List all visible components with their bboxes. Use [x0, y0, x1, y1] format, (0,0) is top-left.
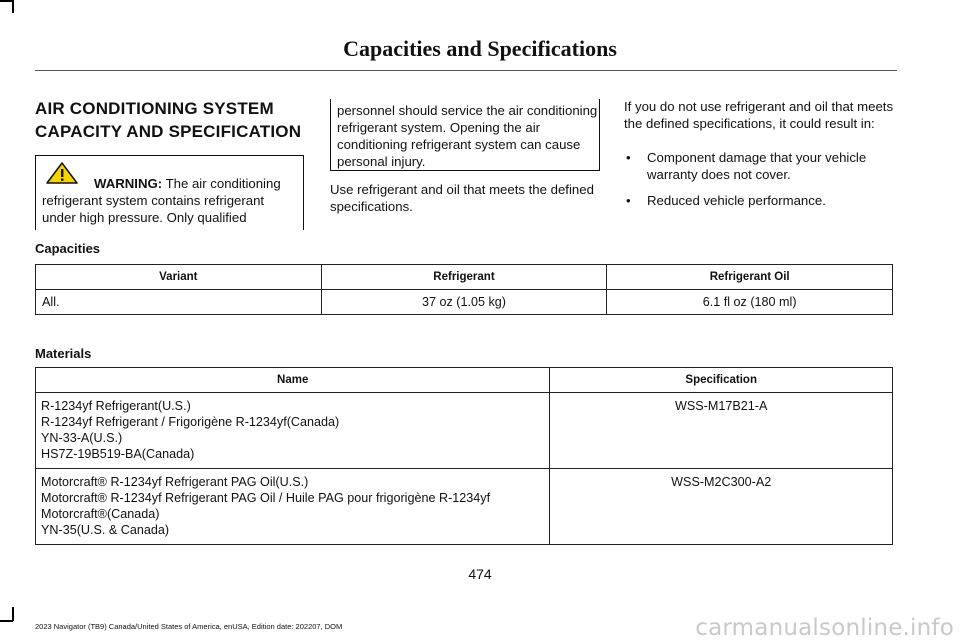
section-heading-line2: CAPACITY AND SPECIFICATION: [35, 122, 302, 141]
table-row: [36, 393, 893, 469]
table-cell: All.: [36, 290, 322, 315]
column-header: Specification: [550, 368, 893, 393]
table-cell: 37 oz (1.05 kg): [321, 290, 607, 315]
crop-mark-top-left-vertical: [12, 0, 14, 13]
column-header: Name: [36, 368, 550, 393]
table-cell: WSS-M2C300-A2: [550, 469, 893, 545]
bullet: •: [626, 150, 631, 165]
table-row: [36, 290, 893, 315]
table-cell: R-1234yf Refrigerant(U.S.) R-1234yf Refrigerant / Frigorigène R-1234yf(Canada) YN-33-A(U.S.) HS7Z-19B519-BA(Canada): [36, 393, 550, 469]
header-divider: [35, 70, 897, 71]
warning-label: WARNING:: [94, 176, 163, 191]
table-row: [36, 469, 893, 545]
column-header: Variant: [36, 265, 322, 290]
table-cell: 6.1 fl oz (180 ml): [607, 290, 893, 315]
column-header: Refrigerant: [321, 265, 607, 290]
list-item: • Reduced vehicle performance.: [626, 193, 826, 208]
table-header-row: [36, 368, 893, 393]
warning-box-continued: [330, 99, 600, 171]
page-number: 474: [468, 566, 492, 582]
if-not-use-paragraph: If you do not use refrigerant and oil that meets the defined specifications, it could result in:: [624, 99, 894, 131]
crop-mark-bottom-left-vertical: [12, 607, 14, 621]
table-header-row: [36, 265, 893, 290]
page-title: Capacities and Specifications: [343, 36, 617, 61]
table-cell: WSS-M17B21-A: [550, 393, 893, 469]
warning-text-part1: The air conditioning refrigerant system contains refrigerant under high pressure. Only qualified: [42, 176, 281, 225]
list-item: • Component damage that your vehicle warranty does not cover.: [626, 150, 867, 182]
column-header: Refrigerant Oil: [607, 265, 893, 290]
warning-box: [35, 155, 304, 230]
edition-footer: 2023 Navigator (TB9) Canada/United States of America, enUSA, Edition date: 202207, DOM: [35, 622, 343, 631]
consequence-list: [624, 149, 894, 218]
watermark: carmanualsonline.info: [695, 615, 954, 641]
warning-text-part2: personnel should service the air conditioning refrigerant system. Opening the air conditioning refrigerant system can cause personal injury.: [337, 103, 598, 169]
materials-table: [35, 367, 893, 545]
capacities-label: Capacities: [35, 241, 101, 256]
warning-text: [42, 175, 300, 226]
capacities-table: [35, 264, 893, 315]
section-heading-line1: AIR CONDITIONING SYSTEM: [35, 99, 274, 118]
table-cell: Motorcraft® R-1234yf Refrigerant PAG Oil(U.S.) Motorcraft® R-1234yf Refrigerant PAG Oil / Huile PAG pour frigorigène R-1234yf Motorcraft®(Canada) YN-35(U.S. & Canada): [36, 469, 550, 545]
bullet: •: [626, 193, 631, 208]
materials-label: Materials: [35, 346, 92, 361]
use-refrigerant-paragraph: Use refrigerant and oil that meets the defined specifications.: [330, 182, 594, 214]
